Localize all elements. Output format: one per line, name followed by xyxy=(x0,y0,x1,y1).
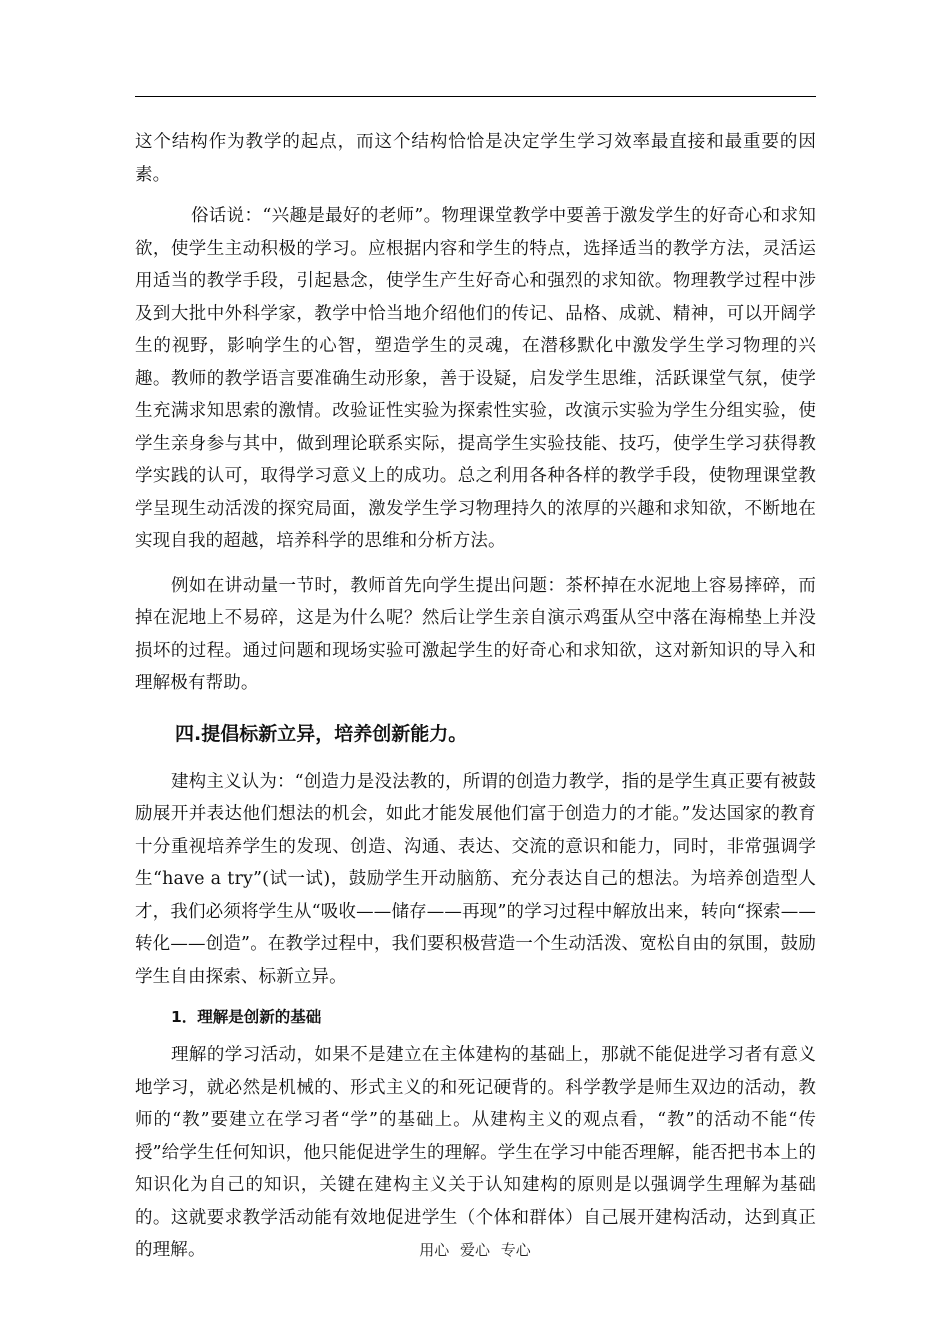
paragraph-interest: 俗话说：“兴趣是最好的老师”。物理课堂教学中要善于激发学生的好奇心和求知欲，使学生主动积极的学习。应根据内容和学生的特点，选择适当的教学方法，灵活运用适当的教学手段，引起悬念，使学生产生好奇心和强烈的求知欲。物理教学过程中涉及到大批中外科学家，教学中恰当地介绍他们的传记、品格、成就、精神，可以开阔学生的视野，影响学生的心智，塑造学生的灵魂，在潜移默化中激发学生学习物理的兴趣。教师的教学语言要准确生动形象，善于设疑，启发学生思维，活跃课堂气氛，使学生充满求知思索的激情。改验证性实验为探索性实验，改演示实验为学生分组实验，使学生亲身参与其中，做到理论联系实际，提高学生实验技能、技巧，使学生学习获得教学实践的认可，取得学习意义上的成功。总之利用各种各样的教学手段，使物理课堂教学呈现生动活泼的探究局面，激发学生学习物理持久的浓厚的兴趣和求知欲，不断地在实现自我的超越，培养科学的思维和分析方法。 xyxy=(135,206,816,551)
paragraph-example: 例如在讲动量一节时，教师首先向学生提出问题：茶杯掉在水泥地上容易摔碎，而掉在泥地上不易碎，这是为什么呢？然后让学生亲自演示鸡蛋从空中落在海棉垫上并没损坏的过程。通过问题和现场实验可激起学生的好奇心和求知欲，这对新知识的导入和理解极有帮助。 xyxy=(135,575,816,693)
paragraph-understanding: 理解的学习活动，如果不是建立在主体建构的基础上，那就不能促进学习者有意义地学习，就必然是机械的、形式主义的和死记硬背的。科学教学是师生双边的活动，教师的“教”要建立在学习者“学”的基础上。从建构主义的观点看，“教”的活动不能“传授”给学生任何知识，他只能促进学生的理解。学生在学习中能否理解，能否把书本上的知识化为自己的知识，关键在建构主义关于认知建构的原则是以强调学生理解为基础的。这就要求教学活动能有效地促进学生（个体和群体）自己展开建构活动，达到真正的理解。 xyxy=(135,1045,816,1260)
section-heading: 四.提倡标新立异，培养创新能力。 xyxy=(175,722,468,745)
paragraph-intro: 这个结构作为教学的起点，而这个结构恰恰是决定学生学习效率最直接和最重要的因素。 xyxy=(135,132,816,185)
page-footer: 用心 爱心 专心 xyxy=(419,1241,531,1259)
document-body xyxy=(135,126,816,1267)
header-rule xyxy=(135,96,816,97)
paragraph-constructivism: 建构主义认为：“创造力是没法教的，所谓的创造力教学，指的是学生真正要有被鼓励展开并表达他们想法的机会，如此才能发展他们富于创造力的才能。”发达国家的教育十分重视培养学生的发现、创造、沟通、表达、交流的意识和能力，同时，非常强调学生“have a try”(试一试)，鼓励学生开动脑筋、充分表达自己的想法。为培养创造型人才，我们必须将学生从“吸收——储存——再现”的学习过程中解放出来，转向“探索——转化——创造”。在教学过程中，我们要积极营造一个生动活泼、宽松自由的氛围，鼓励学生自由探索、标新立异。 xyxy=(135,771,816,987)
sub-heading: 1．理解是创新的基础 xyxy=(171,1008,322,1026)
